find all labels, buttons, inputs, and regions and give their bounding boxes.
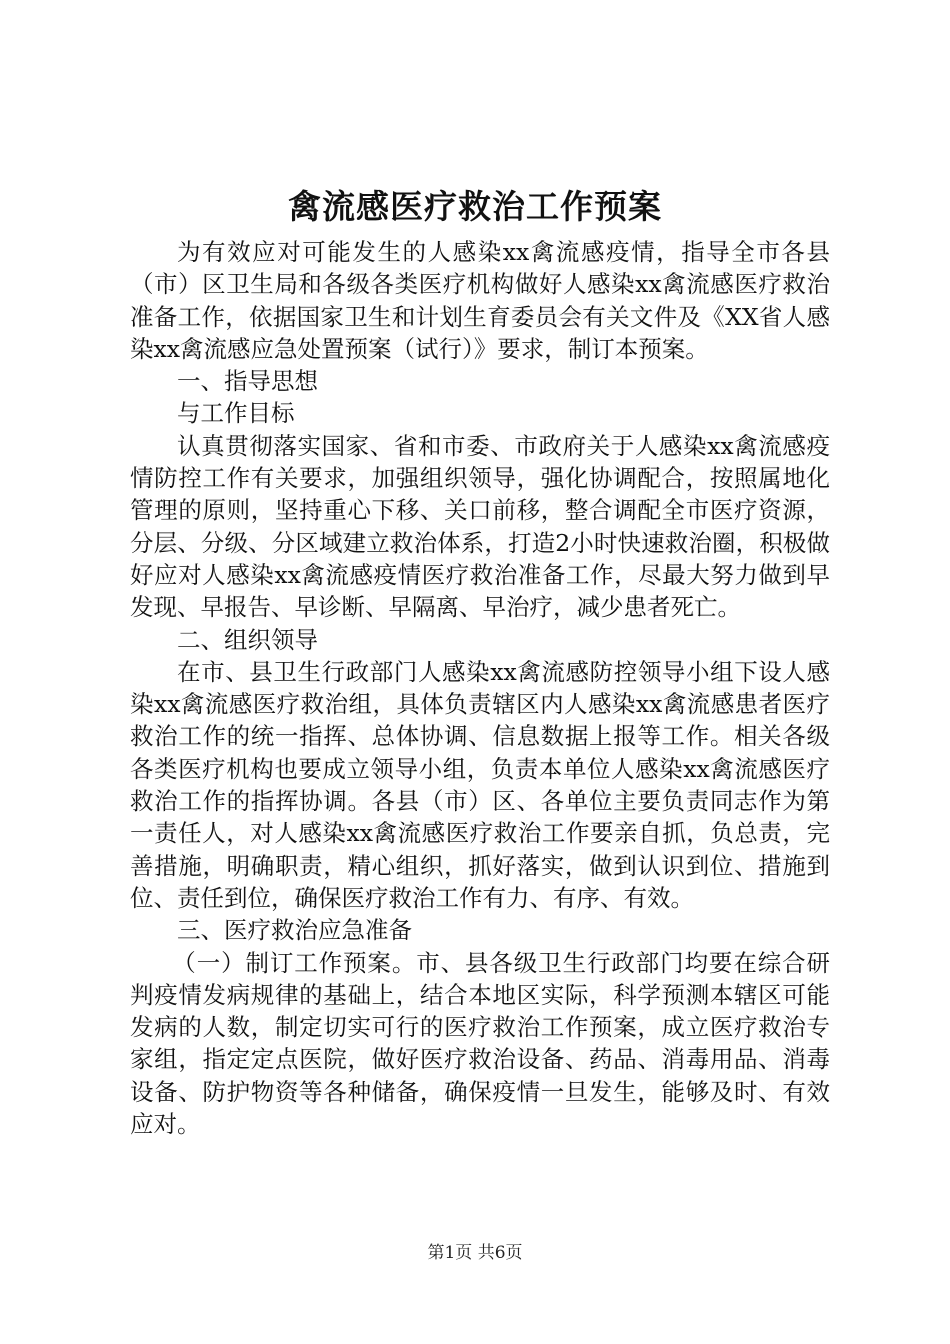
section-heading-organization: 二、组织领导 [177,625,318,654]
organization-paragraph: 在市、县卫生行政部门人感染xx禽流感防控领导小组下设人感染xx禽流感医疗救治组，具体负责辖区内人感染xx禽流感患者医疗救治工作的统一指挥、总体协调、信息数据上报等工作。相关各级各类医疗机构也要成立领导小组，负责本单位人感染xx禽流感医疗救治工作的指挥协调。各县（市）区、各单位主要负责同志作为第一责任人，对人感染xx禽流感医疗救治工作要亲自抓，负总责，完善措施，明确职责，精心组织，抓好落实，做到认识到位、措施到位、责任到位，确保医疗救治工作有力、有序、有效。 [130,657,830,912]
section-heading-work-goals: 与工作目标 [177,399,295,428]
guiding-ideology-paragraph: 认真贯彻落实国家、省和市委、市政府关于人感染xx禽流感疫情防控工作有关要求，加强组织领导，强化协调配合，按照属地化管理的原则，坚持重心下移、关口前移，整合调配全市医疗资源，分层、分级、分区域建立救治体系，打造2小时快速救治圈，积极做好应对人感染xx禽流感疫情医疗救治准备工作，尽最大努力做到早发现、早报告、早诊断、早隔离、早治疗，减少患者死亡。 [130,431,830,622]
work-plan-paragraph: （一）制订工作预案。市、县各级卫生行政部门均要在综合研判疫情发病规律的基础上，结合本地区实际，科学预测本辖区可能发病的人数，制定切实可行的医疗救治工作预案，成立医疗救治专家组，指定定点医院，做好医疗救治设备、药品、消毒用品、消毒设备、防护物资等各种储备，确保疫情一旦发生，能够及时、有效应对。 [130,948,830,1139]
intro-paragraph: 为有效应对可能发生的人感染xx禽流感疫情，指导全市各县（市）区卫生局和各级各类医疗机构做好人感染xx禽流感医疗救治准备工作，依据国家卫生和计划生育委员会有关文件及《XX省人感染xx禽流感应急处置预案（试行）》要求，制订本预案。 [130,238,830,363]
page-footer: 第1页 共6页 [427,1243,523,1263]
document-title: 禽流感医疗救治工作预案 [288,187,662,226]
document-body [130,236,830,1140]
section-heading-emergency-preparation: 三、医疗救治应急准备 [177,916,412,945]
section-heading-guiding-ideology: 一、指导思想 [177,367,318,396]
